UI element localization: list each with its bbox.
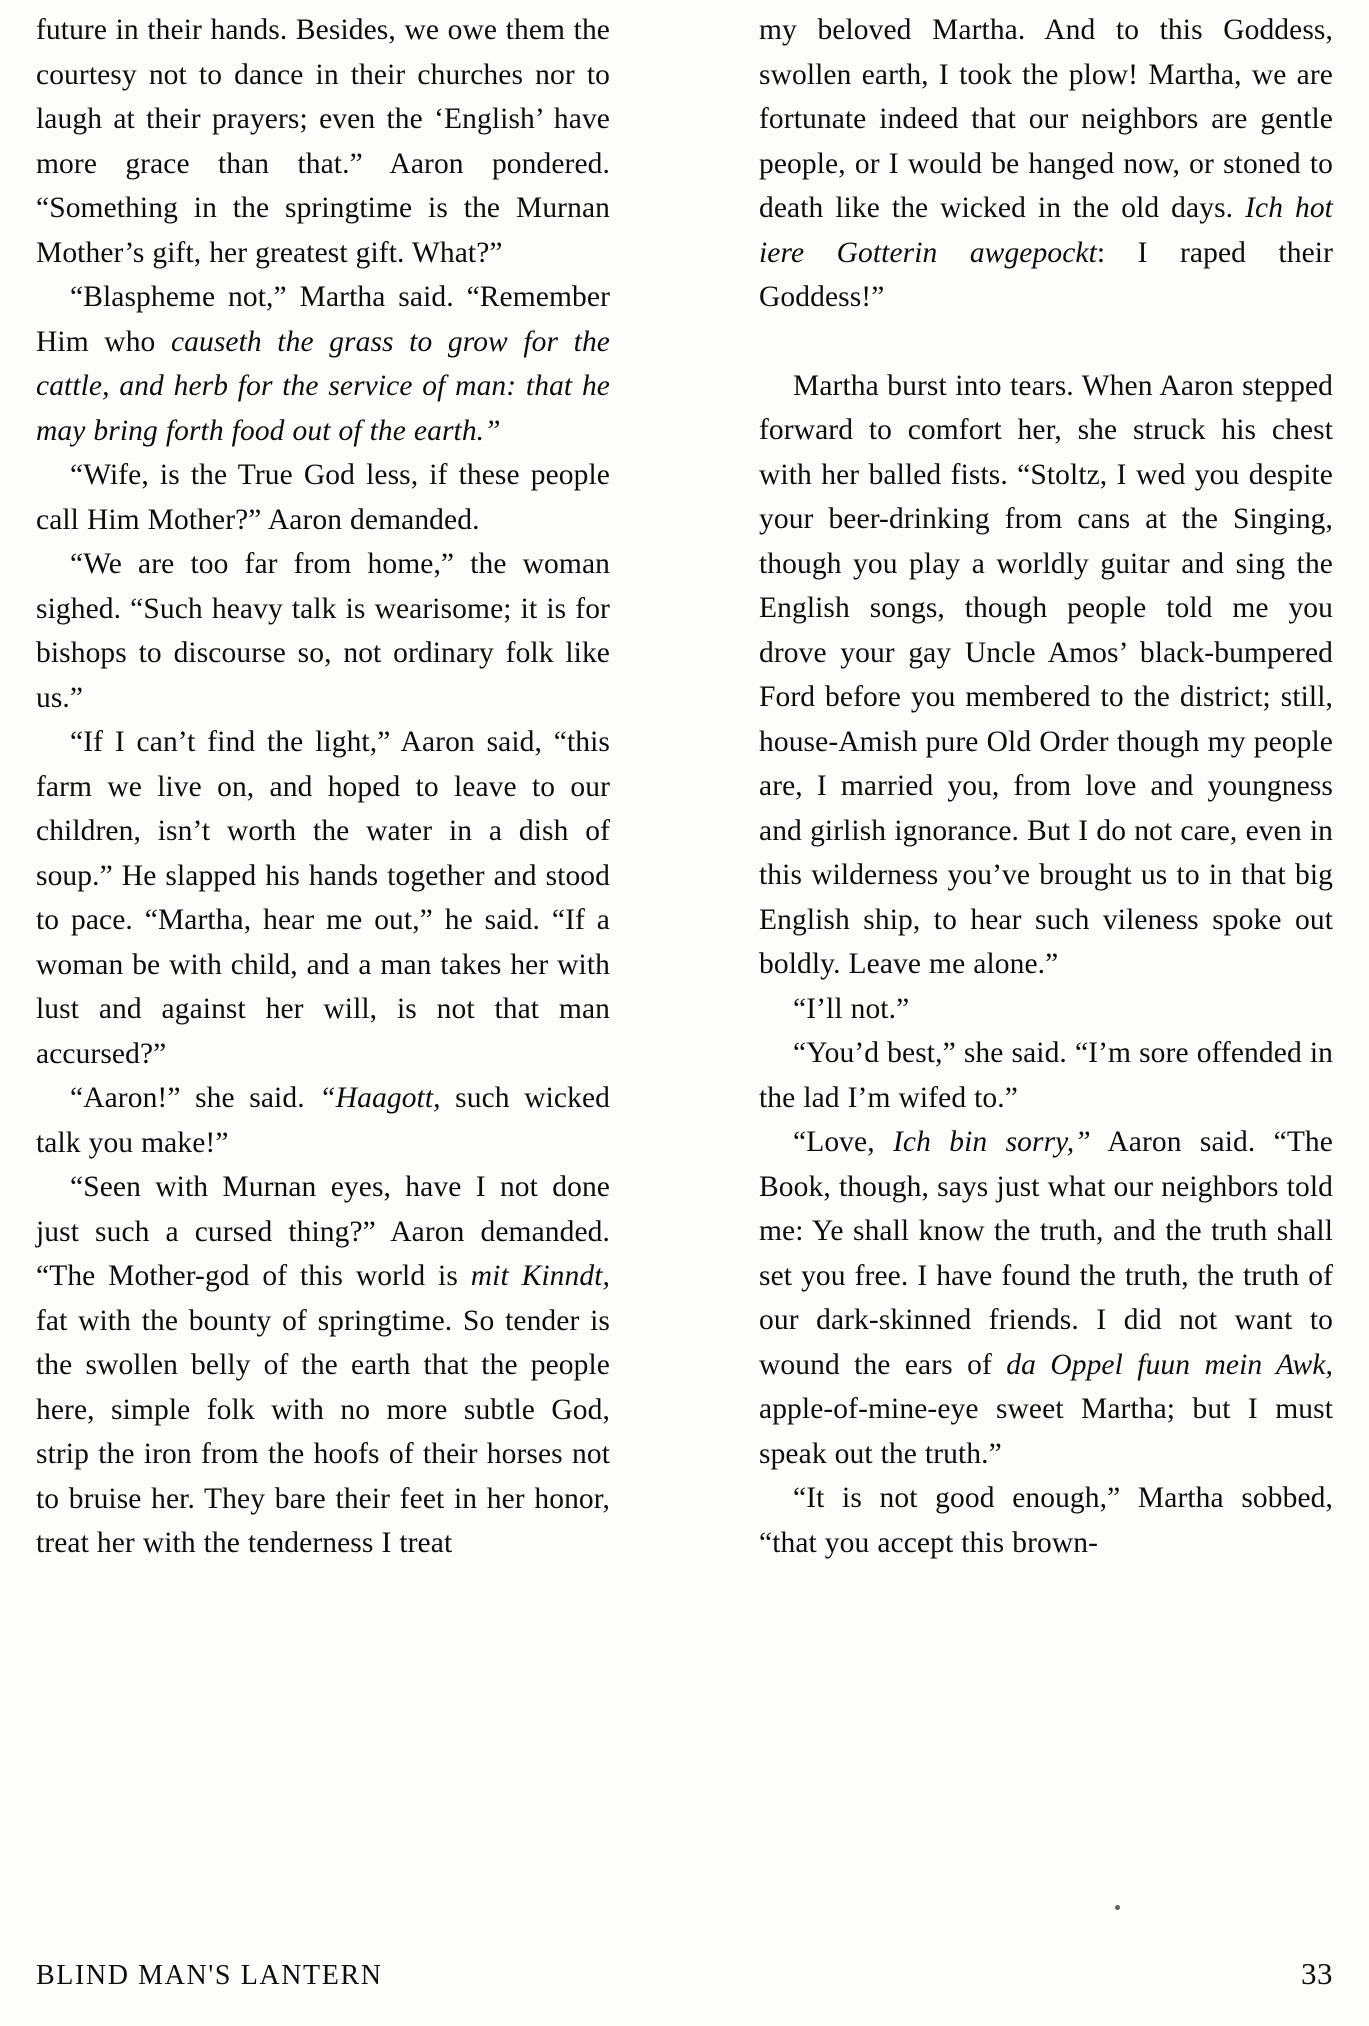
two-column-text-body: [36, 8, 1333, 1898]
running-head: BLIND MAN'S LANTERN: [36, 1960, 383, 1991]
paragraph: “I’ll not.”: [793, 992, 910, 1025]
paragraph: “Love, Ich bin sorry,” Aaron said. “The Book, though, says just what our neighbors told me: Ye shall know the truth, and the truth shall set you free. I have found the truth, the truth of our dark-skinned friends. I did not want to wound the ears of da Oppel fuun mein Awk, apple-of-mine-eye sweet Martha; but I must speak out the truth.”: [759, 1126, 1333, 1470]
ink-speck: [1115, 1905, 1120, 1910]
paragraph: future in their hands. Besides, we owe them the courtesy not to dance in their churches nor to laugh at their prayers; even the ‘English’ have more grace than that.” Aaron pondered. “Something in the springtime is the Murnan Mother’s gift, her greatest gift. What?”: [36, 14, 610, 269]
paragraph: “Seen with Murnan eyes, have I not done just such a cursed thing?” Aaron demanded. “The Mother-god of this world is mit Kinndt, fat with the bounty of springtime. So tender is the swollen belly of the earth that the people here, simple folk with no more subtle God, strip the iron from the hoofs of their horses not to bruise her. They bare their feet in her honor, treat her with the tenderness I treat: [36, 1171, 611, 1559]
paragraph: “It is not good enough,” Martha sobbed, “that you accept this brown-: [759, 1482, 1333, 1559]
paragraph: “Blaspheme not,” Martha said. “Remember Him who causeth the grass to grow for the cattle, and herb for the service of man: that he may bring forth food out of the earth.”: [36, 281, 610, 447]
page-number: 33: [1301, 1956, 1333, 1991]
page-footer: [36, 1956, 1333, 1992]
paragraph: “We are too far from home,” the woman sighed. “Such heavy talk is wearisome; it is for bishops to discourse so, not ordinary folk like us.”: [36, 548, 610, 714]
paragraph: “If I can’t find the light,” Aaron said, “this farm we live on, and hoped to leave to our children, isn’t worth the water in a dish of soup.” He slapped his hands together and stood to pace. “Martha, hear me out,” he said. “If a woman be with child, and a man takes her with lust and against her will, is not that man accursed?”: [36, 726, 610, 1070]
paragraph: “Wife, is the True God less, if these people call Him Mother?” Aaron demanded.: [36, 459, 610, 536]
right-text-column: [755, 8, 1333, 1898]
paragraph: my beloved Martha. And to this Goddess, swollen earth, I took the plow! Martha, we are fortunate indeed that our neighbors are gentle people, or I would be hanged now, or stoned to death like the wicked in the old days. Ich hot iere Gotterin awgepockt: I raped their Goddess!”: [759, 14, 1333, 313]
paragraph: “Aaron!” she said. “Haagott, such wicked talk you make!”: [36, 1082, 610, 1159]
paragraph: Martha burst into tears. When Aaron stepped forward to comfort her, she struck his chest with her balled fists. “Stoltz, I wed you despite your beer-drinking from cans at the Singing, though you play a worldly guitar and sing the English songs, though people told me you drove your gay Uncle Amos’ black-bumpered Ford before you membered to the district; still, house-Amish pure Old Order though my people are, I married you, from love and youngness and girlish ignorance. But I do not care, even in this wilderness you’ve brought us to in that big English ship, to hear such vileness spoke out boldly. Leave me alone.”: [759, 369, 1333, 980]
left-text-column: [36, 8, 614, 1898]
paragraph: “You’d best,” she said. “I’m sore offended in the lad I’m wifed to.”: [759, 1037, 1333, 1114]
